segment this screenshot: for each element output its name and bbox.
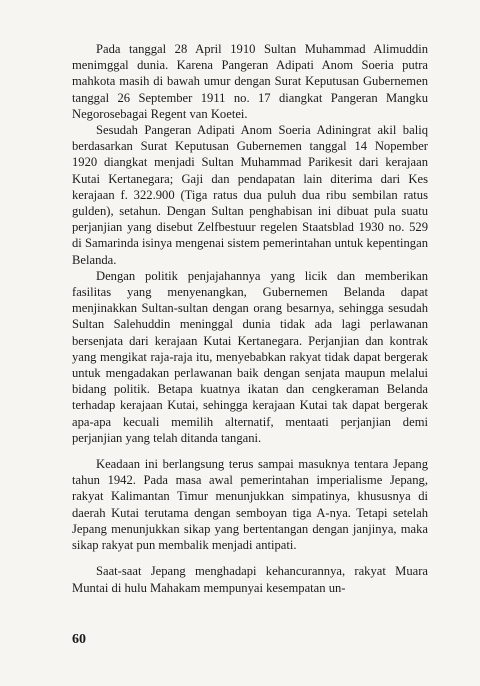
paragraph-2: Sesudah Pangeran Adipati Anom Soeria Adiningrat akil baliq berdasarkan Surat Keputusan Gubernemen tanggal 14 Nopember 1920 diangkat menjadi Sultan Muhammad Parikesit dari kerajaan Kutai Kertanegara; Gaji dan pendapatan lain diterima dari Kes kerajaan f. 322.900 (Tiga ratus dua puluh dua ribu sembilan ratus gulden), setahun. Dengan Sultan penghabisan ini dibuat pula suatu perjanjian yang disebut Zelfbestuur regelen Staatsblad 1930 no. 529 di Samarinda isinya mengenai sistem pemerintahan untuk kepentingan Belanda. (72, 123, 428, 267)
paragraph-1: Pada tanggal 28 April 1910 Sultan Muhammad Alimuddin menimggal dunia. Karena Pangeran Adipati Anom Soeria putra mahkota masih di bawah umur dengan Surat Keputusan Gubernemen tanggal 26 September 1911 no. 17 diangkat Pangeran Mangku Negorosebagai Regent van Koetei. (72, 42, 428, 121)
body-text (72, 41, 428, 596)
paragraph-3: Dengan politik penjajahannya yang licik dan memberikan fasilitas yang menyenangkan, Gubernemen Belanda dapat menjinakkan Sultan-sultan dengan orang besarnya, sehingga sesudah Sultan Salehuddin meninggal dunia tidak ada lagi perlawanan bersenjata dari kerajaan Kutai Kertanegara. Perjanjian dan kontrak yang mengikat raja-raja itu, menyebabkan rakyat tidak dapat bergerak untuk mengadakan perlawanan baik dengan senjata maupun melalui bidang politik. Betapa kuatnya ikatan dan cengkeraman Belanda terhadap kerajaan Kutai, sehingga kerajaan Kutai tak dapat bergerak apa-apa kecuali memilih alternatif, mentaati perjanjian demi perjanjian yang telah ditanda tangani. (72, 268, 428, 445)
paragraph-4: Keadaan ini berlangsung terus sampai masuknya tentara Jepang tahun 1942. Pada masa awal pemerintahan imperialisme Jepang, rakyat Kalimantan Timur menunjukkan simpatinya, khususnya di daerah Kutai terutama dengan semboyan tiga A-nya. Tetapi setelah Jepang menunjukkan sikap yang bertentangan dengan janjinya, maka sikap rakyat pun membalik menjadi antipati. (72, 457, 428, 553)
page-number: 60 (72, 632, 86, 647)
paragraph-5: Saat-saat Jepang menghadapi kehancurannya, rakyat Muara Muntai di hulu Mahakam mempunyai kesempatan un- (72, 564, 428, 595)
